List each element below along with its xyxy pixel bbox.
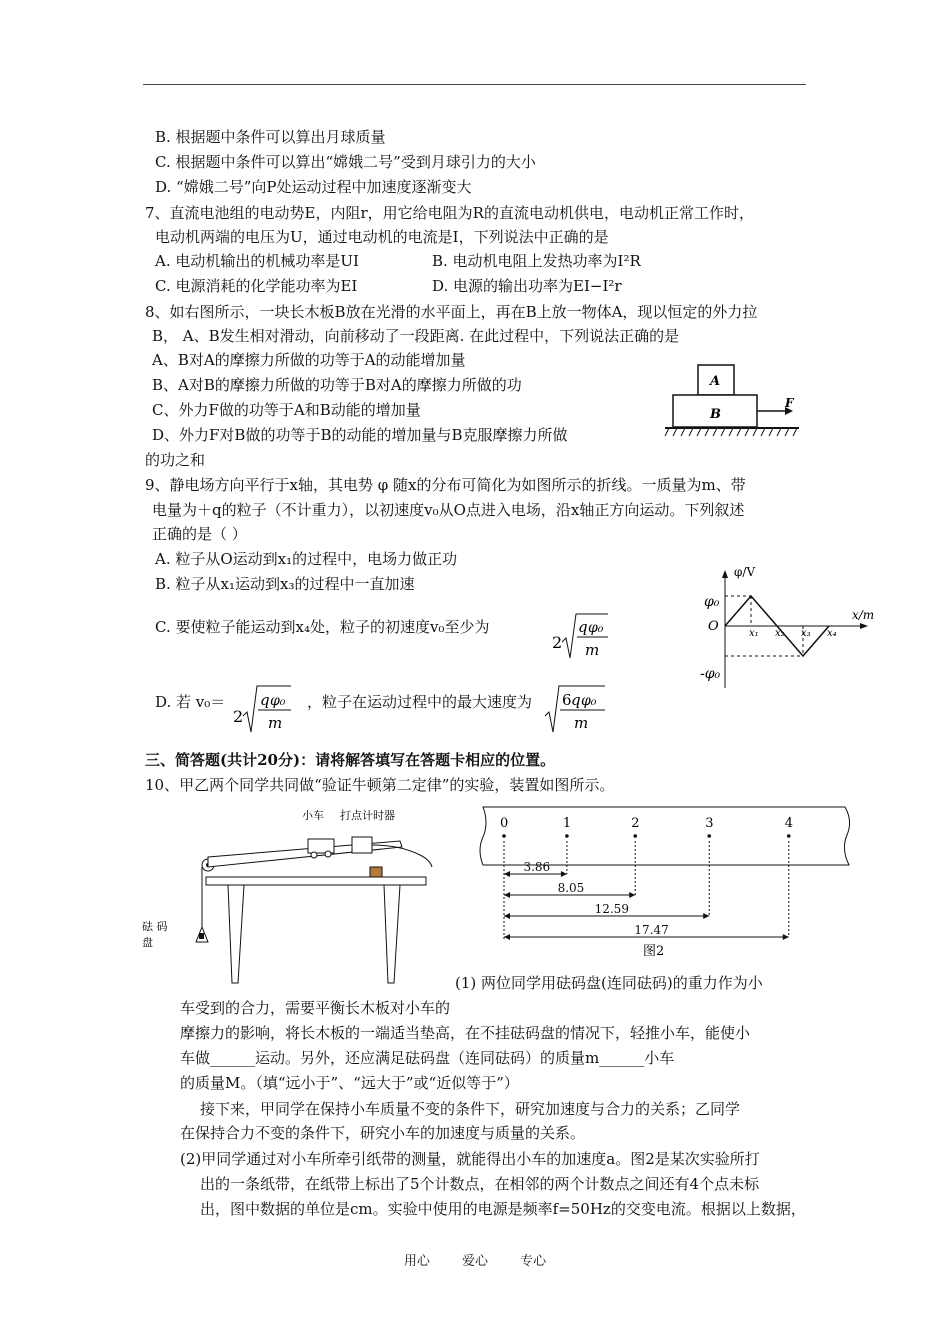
- svg-text:-φ₀: -φ₀: [700, 666, 721, 682]
- svg-text:2: 2: [552, 633, 563, 652]
- q10-part1-cont: 车受到的合力，需要平衡长木板对小车的: [180, 999, 451, 1017]
- dimension-arrow: [504, 871, 510, 877]
- x-tick-label: x₄: [827, 628, 837, 639]
- footer-item: 专心: [520, 1254, 547, 1269]
- section-3-heading: 三、简答题(共计20分)：请将解答填写在答题卡相应的位置。: [145, 751, 556, 769]
- x-tick-label: x₃: [801, 628, 811, 639]
- svg-text:φ₀: φ₀: [704, 594, 720, 610]
- q10-part2-line2: 出的一条纸带，在纸带上标出了5个计数点，在相邻的两个计数点之间还有4个点未标: [200, 1175, 760, 1193]
- dimension-arrow: [703, 913, 709, 919]
- q10-part2-line3: 出，图中数据的单位是cm。实验中使用的电源是频率f=50Hz的交变电流。根据以上数据，: [200, 1200, 806, 1218]
- svg-text:小车: 小车: [302, 809, 324, 822]
- svg-text:O: O: [708, 619, 719, 634]
- count-label: 3: [705, 816, 714, 831]
- svg-text:图2: 图2: [643, 944, 665, 959]
- distance-label: 3.86: [523, 860, 551, 874]
- count-label: 1: [562, 816, 572, 831]
- q10-part1-line3: 摩擦力的影响，将长木板的一端适当垫高，在不挂砝码盘的情况下，轻推小车，能使小: [180, 1024, 751, 1042]
- option-8d: D、外力F对B做的功等于B的动能的增加量与B克服摩擦力所做: [152, 426, 568, 444]
- q10-part1-line4: 车做______运动。另外，还应满足砝码盘（连同砝码）的质量m______小车: [180, 1049, 675, 1067]
- option-6b: B. 根据题中条件可以算出月球质量: [155, 128, 386, 146]
- dimension-arrow: [504, 934, 510, 940]
- svg-text:m: m: [585, 641, 600, 659]
- option-8c: C、外力F做的功等于A和B动能的增加量: [152, 401, 421, 419]
- option-8b: B、A对B的摩擦力所做的功等于B对A的摩擦力所做的功: [152, 376, 522, 394]
- svg-text:A: A: [710, 374, 721, 389]
- option-9d-mid: ，粒子在运动过程中的最大速度为: [307, 693, 533, 711]
- option-7a: A. 电动机输出的机械功率是UI: [155, 252, 359, 270]
- count-dot: [633, 834, 637, 838]
- figure-phi-graph: [700, 560, 880, 690]
- svg-text:F: F: [785, 396, 794, 410]
- svg-text:砝 码: 砝 码: [142, 920, 168, 933]
- q10-part2-line1: (2)甲同学通过对小车所牵引纸带的测量，就能得出小车的加速度a。图2是某次实验所打: [180, 1150, 760, 1168]
- option-6c: C. 根据题中条件可以算出“嫦娥二号”受到月球引力的大小: [155, 153, 536, 171]
- question-8-stem: 8、如右图所示，一块长木板B放在光滑的水平面上，再在B上放一物体A，现以恒定的外力拉: [145, 303, 758, 321]
- svg-text:2: 2: [233, 707, 244, 726]
- formula-2sqrt-qphi-m-c: [548, 610, 610, 662]
- x-tick-label: x₁: [749, 628, 759, 639]
- figure-apparatus: [140, 805, 450, 990]
- dimension-arrow: [629, 892, 635, 898]
- svg-text:φ₀: φ₀: [270, 693, 286, 709]
- footer-item: 爱心: [461, 1254, 488, 1269]
- q10-part1-start: (1) 两位同学用砝码盘(连同砝码)的重力作为小: [455, 974, 763, 992]
- option-8d-cont: 的功之和: [145, 451, 206, 469]
- question-9-stem-end: 正确的是（ ）: [152, 525, 247, 543]
- question-7-stem-cont: 电动机两端的电压为U，通过电动机的电流是I，下列说法中正确的是: [155, 228, 609, 246]
- x-tick-label: x₂: [775, 628, 785, 639]
- question-7-stem: 7、直流电池组的电动势E，内阻r，用它给电阻为R的直流电动机供电，电动机正常工作时，: [145, 204, 754, 222]
- svg-text:x/m: x/m: [852, 608, 875, 622]
- count-dot: [565, 834, 569, 838]
- svg-text:φ₀: φ₀: [588, 620, 604, 636]
- question-9-stem: 9、静电场方向平行于x轴，其电势 φ 随x的分布可简化为如图所示的折线。一质量为m、带: [145, 476, 746, 494]
- option-9a: A. 粒子从O运动到x₁的过程中，电场力做正功: [155, 550, 458, 568]
- svg-text:打点计时器: 打点计时器: [340, 809, 395, 822]
- svg-text:q: q: [260, 691, 270, 709]
- dimension-arrow: [783, 934, 789, 940]
- count-dot: [787, 834, 791, 838]
- svg-text:φ₀: φ₀: [581, 693, 597, 709]
- question-10-stem: 10、甲乙两个同学共同做“验证牛顿第二定律”的实验，装置如图所示。: [145, 776, 615, 794]
- q10-next-line1: 接下来，甲同学在保持小车质量不变的条件下，研究加速度与合力的关系；乙同学: [200, 1100, 741, 1118]
- footer-item: 用心: [403, 1254, 430, 1269]
- svg-text:6: 6: [562, 691, 572, 709]
- option-6d: D. “嫦娥二号”向P处运动过程中加速度逐渐变大: [155, 178, 472, 196]
- formula-sqrt-6qphi-m: [543, 682, 607, 736]
- q10-part1-line5: 的质量M。（填“远小于”、“远大于”或“近似等于”）: [180, 1074, 519, 1092]
- question-8-stem-cont: B， A、B发生相对滑动，向前移动了一段距离. 在此过程中，下列说法正确的是: [152, 327, 680, 345]
- svg-text:B: B: [710, 407, 721, 422]
- count-label: 0: [500, 816, 509, 831]
- option-7d: D. 电源的输出功率为EI−I²r: [432, 277, 622, 295]
- option-8a: A、B对A的摩擦力所做的功等于A的动能增加量: [152, 351, 466, 369]
- svg-text:盘: 盘: [142, 936, 153, 949]
- svg-text:φ/V: φ/V: [734, 565, 756, 579]
- option-9c: C. 要使粒子能运动到x₄处，粒子的初速度v₀至少为: [155, 618, 490, 636]
- count-dot: [707, 834, 711, 838]
- figure-blocks: [663, 362, 803, 442]
- distance-label: 17.47: [634, 923, 669, 937]
- option-9b: B. 粒子从x₁运动到x₃的过程中一直加速: [155, 575, 415, 593]
- count-dot: [502, 834, 506, 838]
- tape-dimensions: [504, 860, 789, 940]
- svg-text:q: q: [578, 618, 588, 636]
- formula-2sqrt-qphi-m-d: [229, 682, 293, 736]
- option-7c: C. 电源消耗的化学能功率为EI: [155, 277, 358, 295]
- distance-label: 8.05: [557, 881, 585, 895]
- svg-text:m: m: [574, 714, 589, 732]
- dimension-arrow: [504, 913, 510, 919]
- question-9-stem-cont: 电量为＋q的粒子（不计重力），以初速度v₀从O点进入电场，沿x轴正方向运动。下列叙述: [152, 501, 745, 519]
- header-rule: [143, 84, 806, 85]
- q10-next-line2: 在保持合力不变的条件下，研究小车的加速度与质量的关系。: [180, 1124, 586, 1142]
- count-label: 2: [631, 816, 640, 831]
- option-9d-start: D. 若 v₀＝: [155, 693, 226, 711]
- distance-label: 12.59: [594, 902, 629, 916]
- dimension-arrow: [561, 871, 567, 877]
- svg-text:m: m: [268, 714, 283, 732]
- footer: [0, 1250, 950, 1269]
- dimension-arrow: [504, 892, 510, 898]
- svg-text:q: q: [571, 691, 581, 709]
- figure-tape: [475, 805, 855, 963]
- count-label: 4: [784, 816, 794, 831]
- option-7b: B. 电动机电阻上发热功率为I²R: [432, 252, 641, 270]
